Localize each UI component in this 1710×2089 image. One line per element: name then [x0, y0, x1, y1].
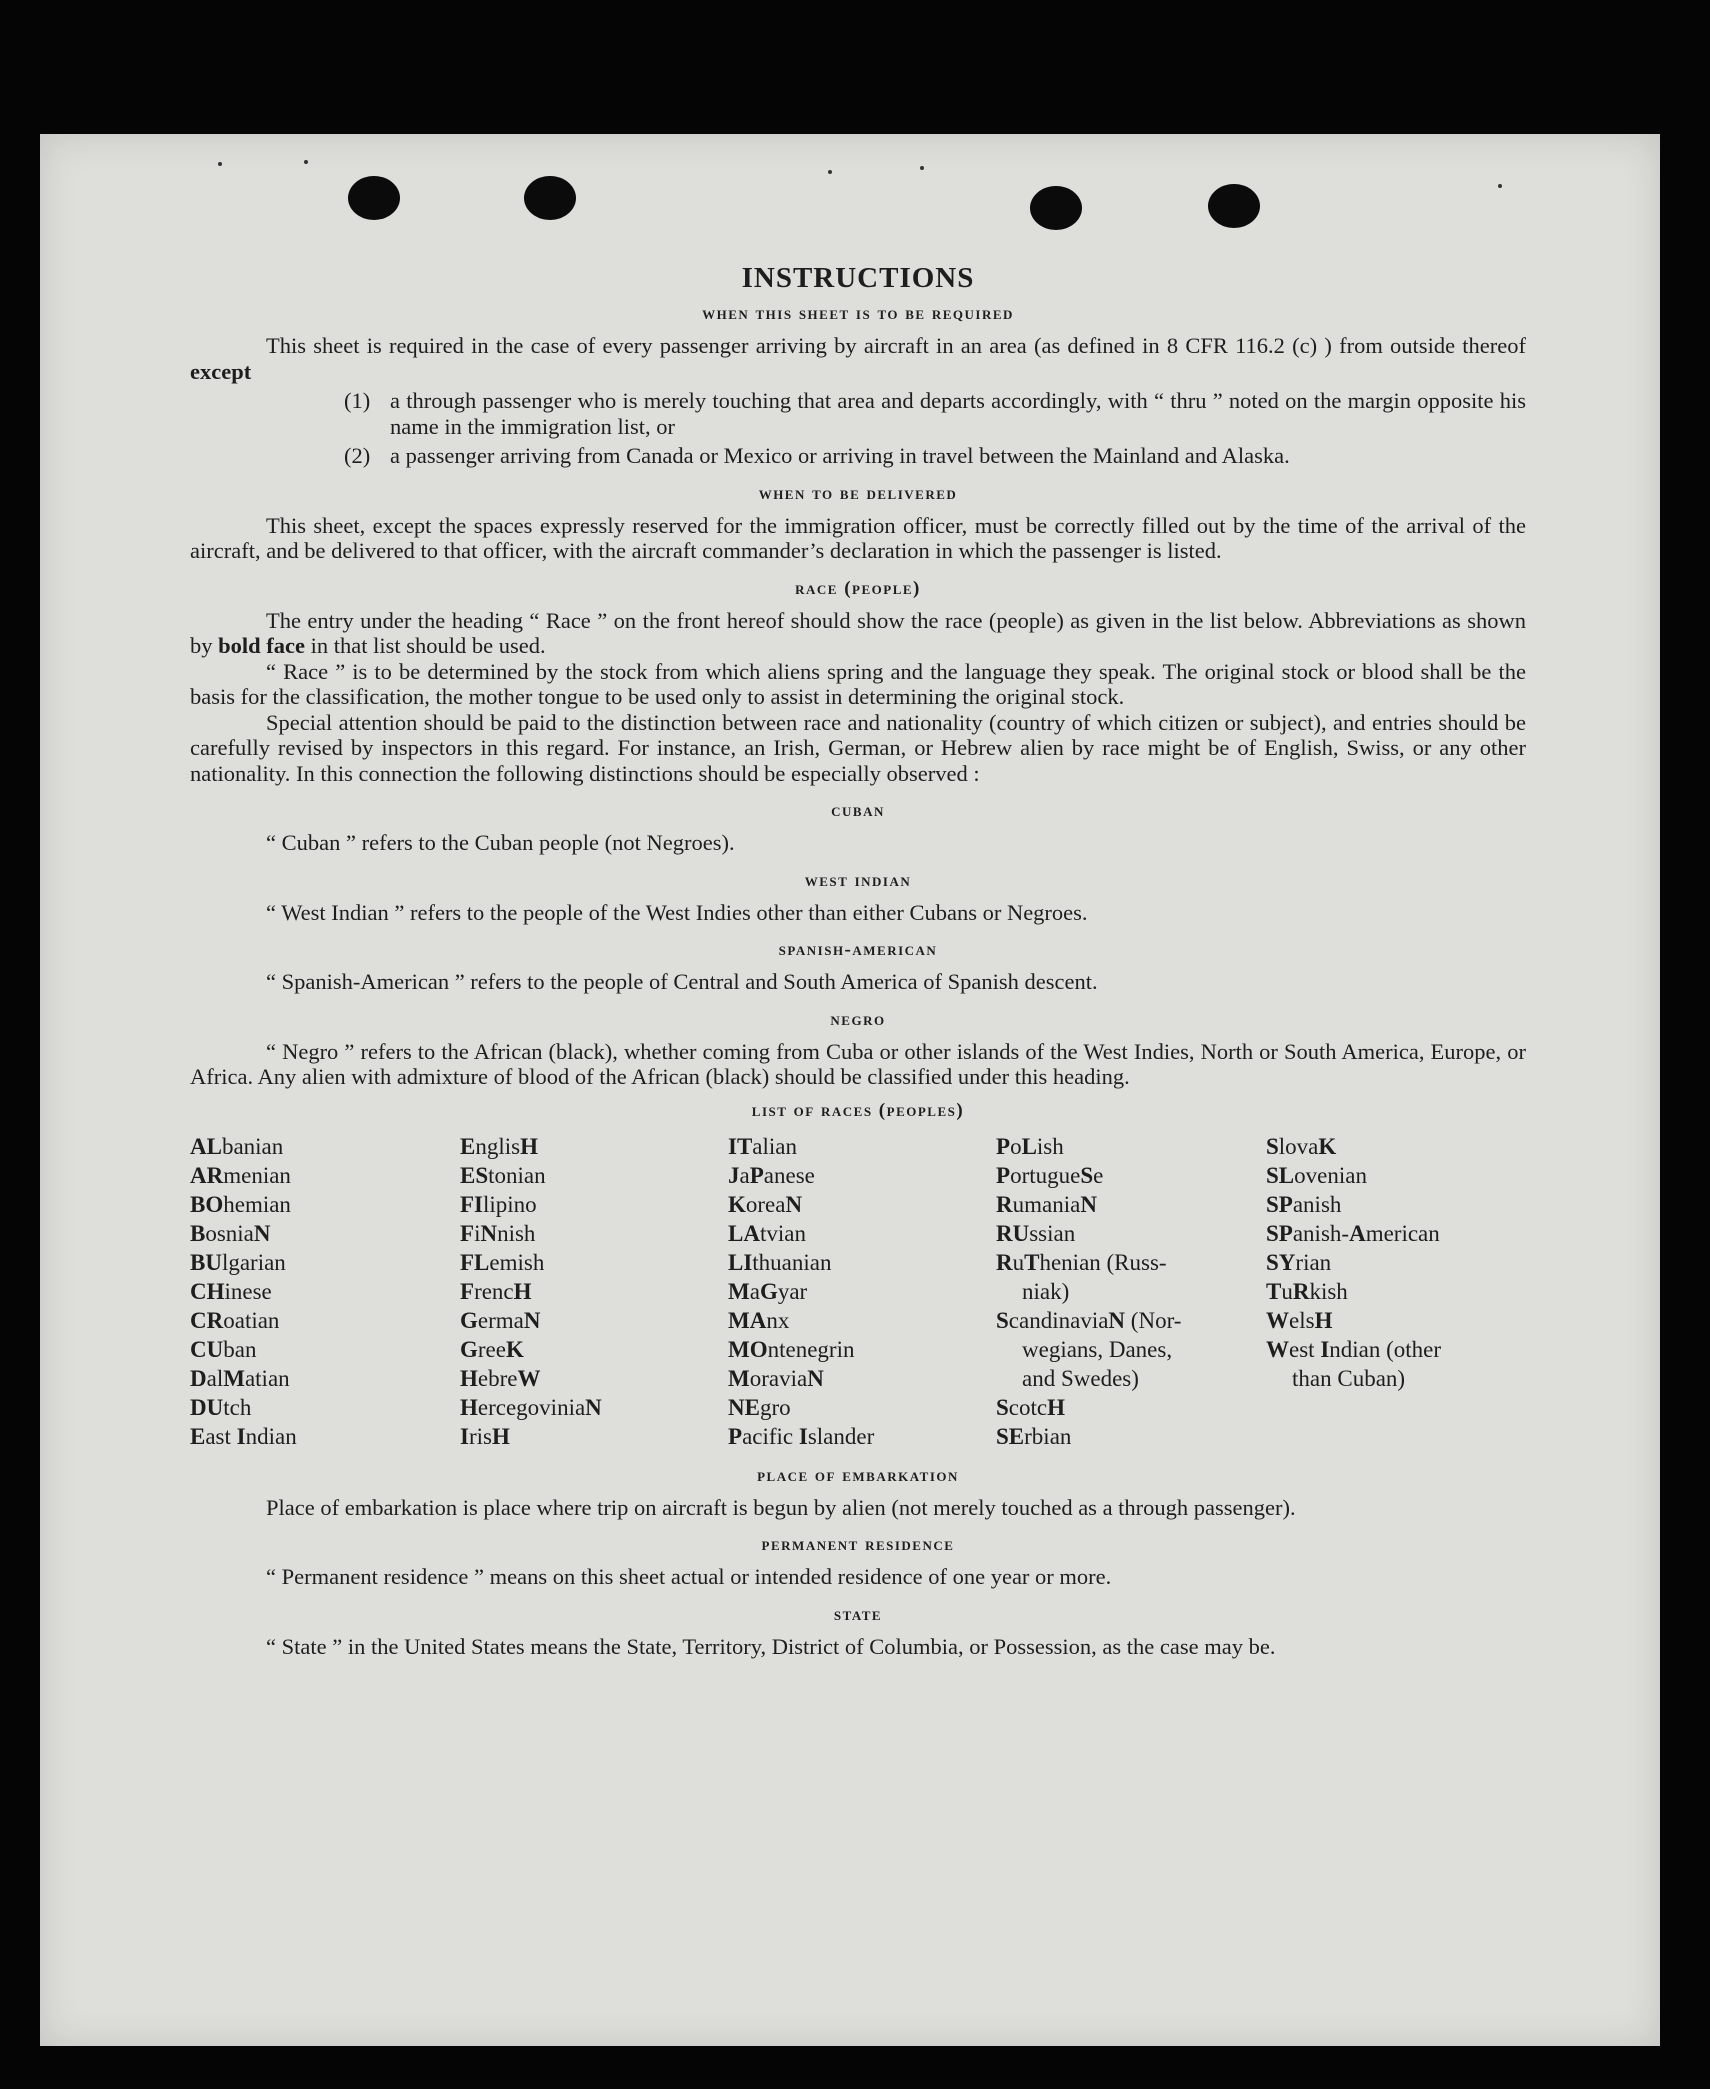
race-entry: SPanish: [1266, 1191, 1342, 1217]
race-entry: DalMatian: [190, 1365, 290, 1391]
punch-hole: [1208, 184, 1260, 228]
punch-hole: [1030, 186, 1082, 230]
race-entry: ScotcH: [996, 1394, 1065, 1420]
paragraph: “ West Indian ” refers to the people of the West Indies other than either Cubans or Negroes.: [266, 899, 1088, 925]
race-entry: FIlipino: [460, 1191, 537, 1217]
race-column: [996, 1132, 1266, 1451]
race-entry: IrisH: [460, 1423, 510, 1449]
race-entry: KoreaN: [728, 1191, 803, 1217]
race-entry: Pacific Islander: [728, 1423, 875, 1449]
race-entry: PoLish: [996, 1133, 1064, 1159]
section-heading: race (people): [795, 577, 921, 599]
document-sheet: [40, 134, 1660, 2046]
race-entry: EnglisH: [460, 1133, 538, 1159]
paragraph: This sheet is required in the case of every passenger arriving by aircraft in an area (as defined in 8 CFR 116.2 (c) ) from outside thereof except: [190, 333, 1526, 384]
race-entry: HebreW: [460, 1365, 541, 1391]
race-entry: HercegoviniaN: [460, 1394, 602, 1420]
race-entry: niak): [1022, 1278, 1070, 1304]
race-entry: RumaniaN: [996, 1191, 1097, 1217]
punch-hole: [348, 176, 400, 220]
race-entry: WelsH: [1266, 1307, 1333, 1333]
race-entry: NEgro: [728, 1394, 791, 1420]
race-entry: BOhemian: [190, 1191, 291, 1217]
speck: [1498, 184, 1502, 188]
race-entry: MoraviaN: [728, 1365, 824, 1391]
race-entry: East Indian: [190, 1423, 297, 1449]
speck: [218, 162, 222, 166]
race-entry: ARmenian: [190, 1162, 291, 1188]
race-entry: MAnx: [728, 1307, 790, 1333]
race-entry: MaGyar: [728, 1278, 808, 1304]
race-column: [1266, 1132, 1526, 1451]
race-entry: FLemish: [460, 1249, 545, 1275]
instructions-content: [190, 262, 1526, 1659]
race-entry: ITalian: [728, 1133, 797, 1159]
race-entry: RuThenian (Russ-: [996, 1249, 1167, 1275]
race-entry: SPanish-American: [1266, 1220, 1440, 1246]
speck: [920, 166, 924, 170]
race-column: [728, 1132, 996, 1451]
race-entry: CUban: [190, 1336, 257, 1362]
section-heading: spanish-american: [778, 939, 938, 960]
page-title: INSTRUCTIONS: [741, 262, 975, 294]
race-entry: LAtvian: [728, 1220, 806, 1246]
race-entry: CRoatian: [190, 1307, 280, 1333]
race-entry: and Swedes): [1022, 1365, 1139, 1391]
race-entry: JaPanese: [728, 1162, 815, 1188]
race-entry: ALbanian: [190, 1133, 284, 1159]
section-heading: cuban: [831, 800, 885, 821]
race-entry: SLovenian: [1266, 1162, 1367, 1188]
race-entry: LIthuanian: [728, 1249, 832, 1275]
race-entry: MOntenegrin: [728, 1336, 855, 1362]
race-entry: SErbian: [996, 1423, 1072, 1449]
race-entry: BUlgarian: [190, 1249, 286, 1275]
list-item: (1) a through passenger who is merely touching that area and departs accordingly, with “ thru ” noted on the margin opposite his name in the immigration list, or: [344, 388, 1526, 439]
race-entry: GreeK: [460, 1336, 524, 1362]
section-heading: negro: [830, 1008, 886, 1030]
paragraph: This sheet, except the spaces expressly reserved for the immigration officer, must be correctly filled out by the time of the arrival of the aircraft, and be delivered to that officer, with the aircraft commander’s declaration in which the passenger is listed.: [190, 512, 1526, 563]
race-entry: PortugueSe: [996, 1162, 1104, 1188]
paragraph: “ Negro ” refers to the African (black), whether coming from Cuba or other islands of the West Indies, North or South America, Europe, or Africa. Any alien with admixture of blood of the African (black) should be classified under this heading.: [190, 1038, 1526, 1089]
speck: [304, 160, 308, 164]
race-entry: DUtch: [190, 1394, 252, 1420]
race-entry: SlovaK: [1266, 1133, 1337, 1159]
section-heading: state: [833, 1603, 883, 1625]
section-heading: permanent residence: [761, 1534, 955, 1555]
race-entry: wegians, Danes,: [1022, 1336, 1173, 1362]
punch-hole: [524, 176, 576, 220]
race-entry: ScandinaviaN (Nor-: [996, 1307, 1182, 1333]
paragraph: “ Cuban ” refers to the Cuban people (not Negroes).: [266, 830, 735, 855]
section-heading: when this sheet is to be required: [702, 303, 1014, 324]
race-entry: GermaN: [460, 1307, 541, 1333]
section-heading: when to be delivered: [758, 482, 958, 504]
race-entry: CHinese: [190, 1278, 272, 1304]
race-entry: EStonian: [460, 1162, 546, 1188]
race-column: [190, 1132, 460, 1451]
paragraph: Special attention should be paid to the distinction between race and nationality (country of which citizen or subject), and entries should be carefully revised by inspectors in this regard. For instance, an Irish, German, or Hebrew alien by race might be of English, Swiss, or any other nationality. In this connection the following distinctions should be especially observed :: [190, 709, 1526, 786]
paragraph: The entry under the heading “ Race ” on the front hereof should show the race (people) as given in the list below. Abbreviations as shown by bold face in that list should be used.: [190, 607, 1526, 658]
paragraph: Place of embarkation is place where trip on aircraft is begun by alien (not merely touched as a through passenger).: [266, 1494, 1296, 1520]
paragraph: “ State ” in the United States means the State, Territory, District of Columbia, or Possession, as the case may be.: [266, 1633, 1276, 1659]
section-heading: west indian: [804, 869, 912, 891]
paragraph: “ Race ” is to be determined by the stock from which aliens spring and the language they speak. The original stock or blood shall be the basis for the classification, the mother tongue to be used only to assist in determining the original stock.: [190, 658, 1526, 709]
race-column: [460, 1132, 728, 1451]
race-list: [190, 1132, 1526, 1451]
race-entry: BosniaN: [190, 1220, 271, 1246]
race-entry: West Indian (other: [1266, 1336, 1442, 1362]
race-entry: TuRkish: [1266, 1278, 1348, 1304]
race-entry: FiNnish: [460, 1220, 536, 1246]
race-entry: SYrian: [1266, 1249, 1332, 1275]
list-item: (2) a passenger arriving from Canada or Mexico or arriving in travel between the Mainland and Alaska.: [344, 443, 1290, 468]
paragraph: “ Permanent residence ” means on this sheet actual or intended residence of one year or more.: [266, 1564, 1112, 1589]
paragraph: “ Spanish-American ” refers to the people of Central and South America of Spanish descent.: [266, 969, 1098, 994]
speck: [828, 170, 832, 174]
section-heading: list of races (peoples): [751, 1099, 965, 1121]
section-heading: place of embarkation: [757, 1464, 959, 1486]
race-entry: than Cuban): [1292, 1365, 1406, 1391]
race-entry: FrencH: [460, 1278, 532, 1304]
race-entry: RUssian: [996, 1220, 1076, 1246]
